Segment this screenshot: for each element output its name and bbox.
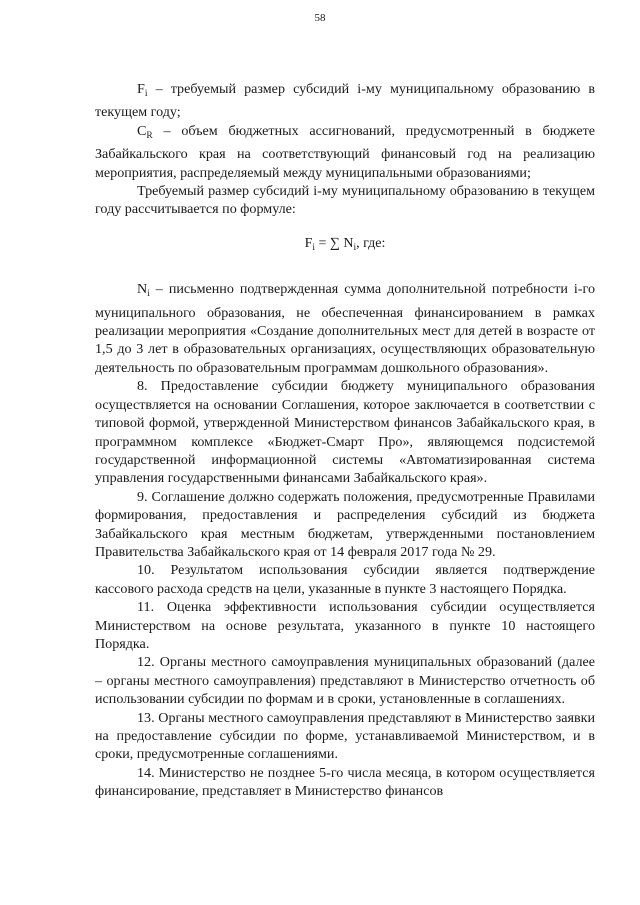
fi-subscript: i xyxy=(144,89,148,99)
formula xyxy=(95,235,595,257)
ni-subscript: i xyxy=(147,289,150,300)
formula-tail: , где: xyxy=(356,235,386,251)
paragraph-12: 12. Органы местного самоуправления муниципальных образований (далее – органы местного самоуправления) представляют в Министерство отчетность об использовании субсидии по формам и в сроки, установленные в соглашениях. xyxy=(95,654,595,708)
formula-lhs: F xyxy=(304,235,313,251)
page-number: 58 xyxy=(314,12,326,24)
intro-paragraph: Требуемый размер субсидий i-му муниципальному образованию в текущем году рассчитывается по формуле: xyxy=(95,183,595,218)
document-body xyxy=(95,80,595,801)
cr-symbol: C xyxy=(137,122,147,139)
fi-text: – требуемый размер субсидий i-му муниципальному образованию в текущем году; xyxy=(95,81,595,121)
ni-text: – письменно подтвержденная сумма дополнительной потребности i-го муниципального образования, не обеспеченная финансированием в рамках реализации мероприятия «Создание дополнительных мест для детей в возрасте от 1,5 до 3 лет в образовательных организациях, осуществляющих образовательную деятельность по образовательным программам дошкольного образования». xyxy=(95,281,595,376)
definition-cr xyxy=(95,122,595,182)
definition-ni xyxy=(95,280,595,377)
paragraph-9: 9. Соглашение должно содержать положения, предусмотренные Правилами формирования, предоставления и распределения субсидий из бюджета Забайкальского края местным бюджетам, утвержденными постановлением Правительства Забайкальского края от 14 февраля 2017 года № 29. xyxy=(95,488,595,560)
paragraph-14: 14. Министерство не позднее 5-го числа месяца, в котором осуществляется финансирование, представляет в Министерство финансов xyxy=(95,764,595,800)
paragraph-11: 11. Оценка эффективности использования субсидии осуществляется Министерством на основе результата, указанного в пункте 10 настоящего Порядка. xyxy=(95,599,595,652)
paragraph-13: 13. Органы местного самоуправления представляют в Министерство заявки на предоставление субсидии по форме, устанавливаемой Министерством, и в сроки, предусмотренные соглашениями. xyxy=(95,709,595,763)
cr-text: – объем бюджетных ассигнований, предусмотренный в бюджете Забайкальского края на соответствующий финансовый год на реализацию мероприятия, распределяемый между муниципальными образованиями; xyxy=(95,122,595,181)
cr-subscript: R xyxy=(146,130,153,141)
ni-symbol: N xyxy=(137,281,148,298)
paragraph-10: 10. Результатом использования субсидии является подтверждение кассового расхода средств на цели, указанные в пункте 3 настоящего Порядка. xyxy=(95,562,595,597)
formula-rhs-subscript: i xyxy=(353,242,357,253)
paragraph-8: 8. Предоставление субсидии бюджету муниципального образования осуществляется на основании Соглашения, которое заключается в соответствии с типовой формой, утвержденной Министерством финансов Забайкальского края, в программном комплексе «Бюджет-Смарт Про», являющемся подсистемой государственной информационной системы «Автоматизированная система управления государственными финансами Забайкальского края». xyxy=(95,378,595,487)
fi-symbol: F xyxy=(137,81,145,97)
formula-lhs-subscript: i xyxy=(312,242,315,253)
formula-middle: = ∑ N xyxy=(315,235,354,251)
definition-fi xyxy=(95,80,595,122)
